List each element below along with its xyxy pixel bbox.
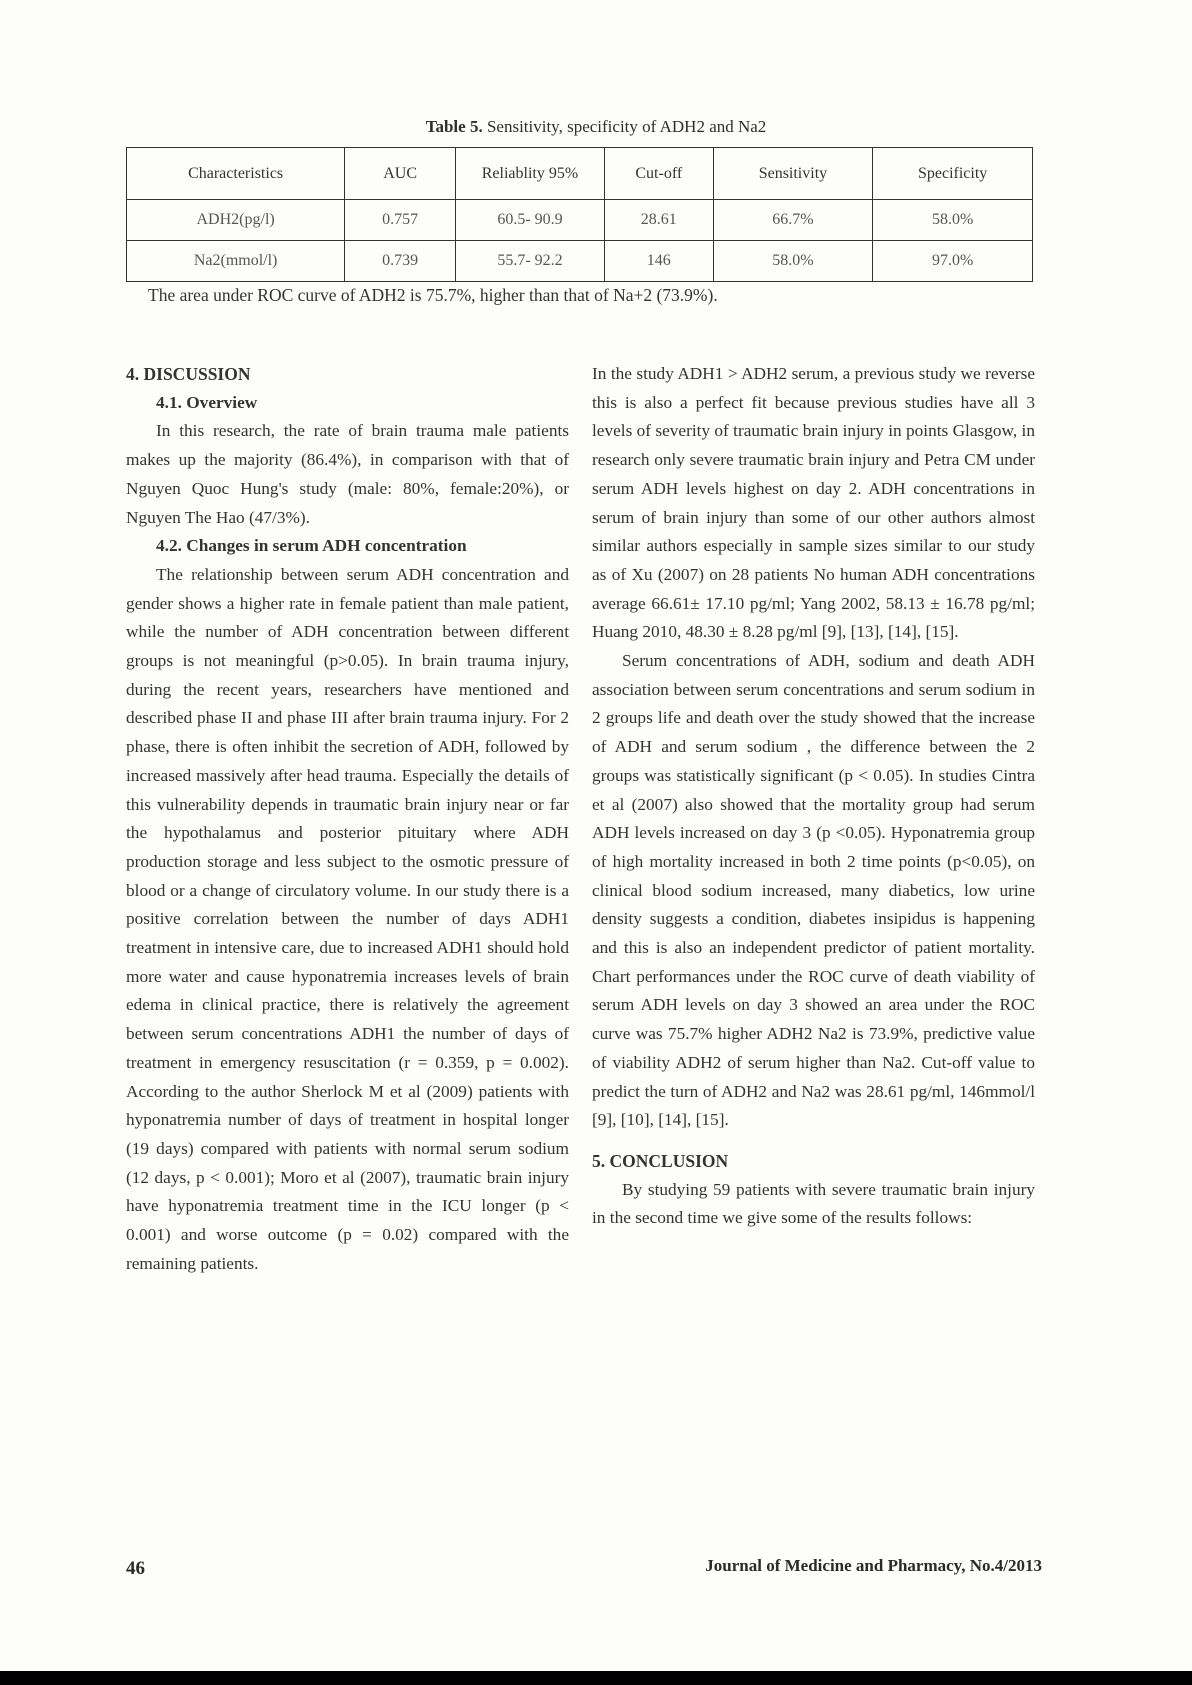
table-header-row bbox=[127, 148, 1033, 200]
paragraph-adh-comparison: In the study ADH1 > ADH2 serum, a previous study we reverse this is also a perfect fit because previous studies have all 3 levels of severity of traumatic brain injury in points Glasgow, in research only severe traumatic brain injury and Petra CM under serum ADH levels highest on day 2. ADH concentrations in serum of brain injury than some of our other authors almost similar authors especially in sample sizes similar to our study as of Xu (2007) on 28 patients No human ADH concentrations average 66.61± 17.10 pg/ml; Yang 2002, 58.13 ± 16.78 pg/ml; Huang 2010, 48.30 ± 8.28 pg/ml [9], [13], [14], [15]. bbox=[592, 364, 1035, 642]
table-note: The area under ROC curve of ADH2 is 75.7%, higher than that of Na+2 (73.9%). bbox=[148, 285, 718, 305]
subsection-heading-overview: 4.1. Overview bbox=[156, 392, 258, 412]
table-cell: 28.61 bbox=[605, 200, 714, 241]
right-column bbox=[592, 360, 1035, 1233]
journal-footer: Journal of Medicine and Pharmacy, No.4/2013 bbox=[705, 1556, 1042, 1575]
sensitivity-specificity-table bbox=[126, 147, 1033, 282]
table-header-cell: Sensitivity bbox=[713, 148, 873, 200]
table-cell: 0.739 bbox=[345, 241, 456, 282]
table-caption-text: Sensitivity, specificity of ADH2 and Na2 bbox=[486, 117, 767, 136]
paragraph-conclusion: By studying 59 patients with severe traumatic brain injury in the second time we give some of the results follows: bbox=[592, 1179, 1035, 1228]
paragraph-mortality: Serum concentrations of ADH, sodium and death ADH association between serum concentrations and serum sodium in 2 groups life and death over the study showed that the increase of ADH and serum sodium , the difference between the 2 groups was statistically significant (p < 0.05). In studies Cintra et al (2007) also showed that the mortality group had serum ADH levels increased on day 3 (p <0.05). Hyponatremia group of high mortality increased in both 2 time points (p<0.05), on clinical blood sodium increased, many diabetics, low urine density suggests a condition, diabetes insipidus is happening and this is also an independent predictor of patient mortality. Chart performances under the ROC curve of death viability of serum ADH levels on day 3 showed an area under the ROC curve was 75.7% higher ADH2 Na2 is 73.9%, predictive value of viability ADH2 of serum higher than Na2. Cut-off value to predict the turn of ADH2 and Na2 was 28.61 pg/ml, 146mmol/l [9], [10], [14], [15]. bbox=[592, 651, 1035, 1130]
table-header-cell: Characteristics bbox=[127, 148, 345, 200]
table-row bbox=[127, 241, 1033, 282]
scan-border bbox=[0, 1671, 1192, 1685]
table-cell: 146 bbox=[605, 241, 714, 282]
section-heading-discussion: 4. DISCUSSION bbox=[126, 364, 251, 384]
table-cell: 58.0% bbox=[713, 241, 873, 282]
table-cell: ADH2(pg/l) bbox=[127, 200, 345, 241]
paragraph-adh-changes: The relationship between serum ADH concentration and gender shows a higher rate in female patient than male patient, while the number of ADH concentration between different groups is not meaningful (p>0.05). In brain trauma injury, during the recent years, researchers have mentioned and described phase II and phase III after brain trauma injury. For 2 phase, there is often inhibit the secretion of ADH, followed by increased massively after head trauma. Especially the details of this vulnerability depends in traumatic brain injury near or far the hypothalamus and posterior pituitary where ADH production storage and less subject to the osmotic pressure of blood or a change of circulatory volume. In our study there is a positive correlation between the number of days ADH1 treatment in intensive care, due to increased ADH1 should hold more water and cause hyponatremia increases levels of brain edema in clinical practice, there is relatively the agreement between serum concentrations ADH1 the number of days of treatment in emergency resuscitation (r = 0.359, p = 0.002). According to the author Sherlock M et al (2009) patients with hyponatremia number of days of treatment in hospital longer (19 days) compared with patients with normal serum sodium (12 days, p < 0.001); Moro et al (2007), traumatic brain injury have hyponatremia treatment time in the ICU longer (p < 0.001) and worse outcome (p = 0.02) compared with the remaining patients. bbox=[126, 564, 569, 1273]
table-cell: 66.7% bbox=[713, 200, 873, 241]
paragraph-overview: In this research, the rate of brain trauma male patients makes up the majority (86.4%), in comparison with that of Nguyen Quoc Hung's study (male: 80%, female:20%), or Nguyen The Hao (47/3%). bbox=[126, 421, 569, 527]
table-header-cell: Specificity bbox=[873, 148, 1033, 200]
table-caption-label: Table 5. bbox=[425, 117, 483, 136]
table-cell: Na2(mmol/l) bbox=[127, 241, 345, 282]
table-header-cell: Cut-off bbox=[605, 148, 714, 200]
table-cell: 0.757 bbox=[345, 200, 456, 241]
table-header-cell: AUC bbox=[345, 148, 456, 200]
table-cell: 58.0% bbox=[873, 200, 1033, 241]
table-header-cell: Reliablity 95% bbox=[455, 148, 604, 200]
table-row bbox=[127, 200, 1033, 241]
table-caption bbox=[0, 117, 1192, 137]
page-number: 46 bbox=[126, 1558, 145, 1579]
table-cell: 55.7- 92.2 bbox=[455, 241, 604, 282]
subsection-heading-adh-changes: 4.2. Changes in serum ADH concentration bbox=[156, 536, 467, 556]
left-column bbox=[126, 360, 569, 1279]
table-cell: 97.0% bbox=[873, 241, 1033, 282]
section-heading-conclusion: 5. CONCLUSION bbox=[592, 1150, 729, 1171]
table-cell: 60.5- 90.9 bbox=[455, 200, 604, 241]
